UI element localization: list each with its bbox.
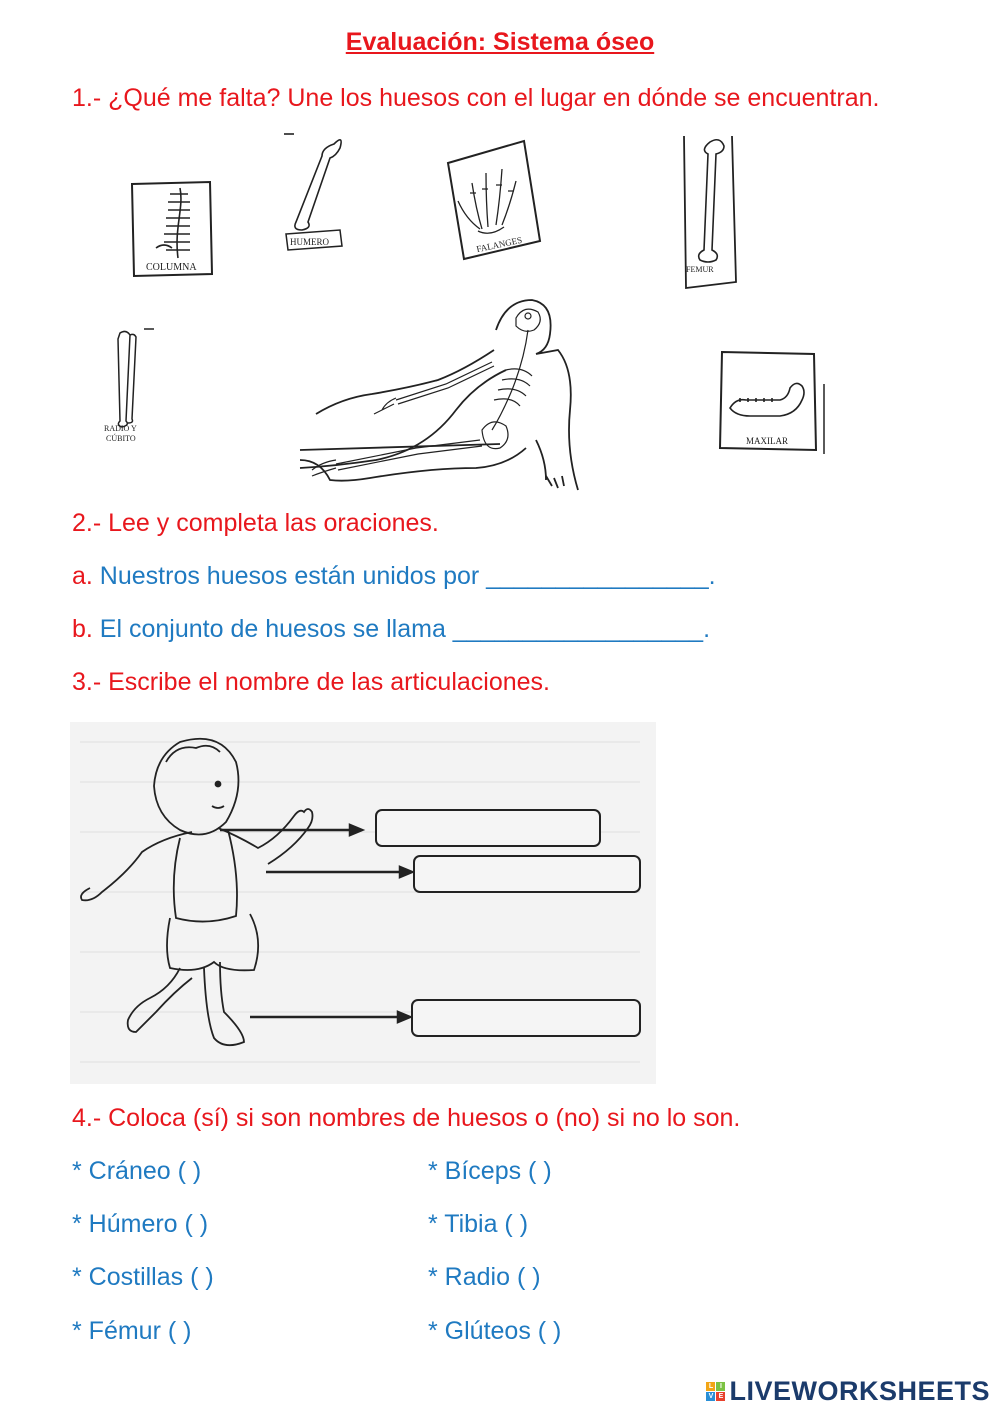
bone-item-humero[interactable]: * Húmero ( ) <box>72 1210 209 1238</box>
radio-cubito-card <box>100 325 158 450</box>
bone-item-craneo[interactable]: * Cráneo ( ) <box>72 1157 202 1185</box>
bone-item-tibia[interactable]: * Tibia ( ) <box>428 1210 529 1238</box>
sentence-b-text[interactable]: El conjunto de huesos se llama __________________. <box>92 615 711 643</box>
radio-label-line2: CÚBITO <box>106 434 136 443</box>
falanges-card <box>442 133 542 263</box>
articulations-figure <box>70 722 656 1084</box>
skeleton-illustration <box>296 290 596 500</box>
logo-text: LIVEWORKSHEETS <box>729 1376 990 1406</box>
sentence-b-letter: b. <box>72 615 93 643</box>
bone-item-biceps[interactable]: * Bíceps ( ) <box>428 1157 552 1185</box>
jaw-illustration <box>730 383 804 416</box>
sentence-a-text[interactable]: Nuestros huesos están unidos por ________________. <box>92 562 716 590</box>
humerus-illustration <box>284 134 341 230</box>
columna-label: COLUMNA <box>146 262 197 273</box>
maxilar-card <box>716 344 826 460</box>
radius-ulna-illustration <box>118 329 154 427</box>
femur-label: FEMUR <box>686 265 714 274</box>
bone-item-radio[interactable]: * Radio ( ) <box>428 1263 541 1291</box>
articulation-answer-box-1[interactable] <box>376 810 600 846</box>
sentence-a <box>72 562 716 591</box>
femur-card <box>680 132 740 292</box>
question-1-heading: 1.- ¿Qué me falta? Une los huesos con el lugar en dónde se encuentran. <box>72 84 880 112</box>
liveworksheets-logo <box>706 1376 990 1407</box>
question-4-heading: 4.- Coloca (sí) si son nombres de huesos o (no) si no lo son. <box>72 1104 741 1132</box>
radio-label-line1: RADIO Y <box>104 424 137 433</box>
bone-item-costillas[interactable]: * Costillas ( ) <box>72 1263 214 1291</box>
hand-bones-illustration <box>458 169 516 233</box>
question-2-heading: 2.- Lee y completa las oraciones. <box>72 509 439 537</box>
bone-item-gluteos[interactable]: * Glúteos ( ) <box>428 1317 562 1345</box>
question-3-heading: 3.- Escribe el nombre de las articulaciones. <box>72 668 551 696</box>
humero-label: HUMERO <box>290 237 330 247</box>
sentence-b <box>72 615 710 644</box>
humero-card <box>280 130 350 255</box>
columna-card <box>128 178 214 280</box>
logo-blocks-icon: L I V E <box>706 1382 725 1401</box>
spine-illustration <box>156 188 190 258</box>
falanges-label: FALANGES <box>475 234 523 255</box>
maxilar-label: MAXILAR <box>746 436 788 446</box>
femur-illustration <box>699 140 724 262</box>
sentence-a-letter: a. <box>72 562 93 590</box>
articulation-answer-box-3[interactable] <box>412 1000 640 1036</box>
page-title: Evaluación: Sistema óseo <box>345 28 655 56</box>
bone-item-femur[interactable]: * Fémur ( ) <box>72 1317 192 1345</box>
articulation-answer-box-2[interactable] <box>414 856 640 892</box>
